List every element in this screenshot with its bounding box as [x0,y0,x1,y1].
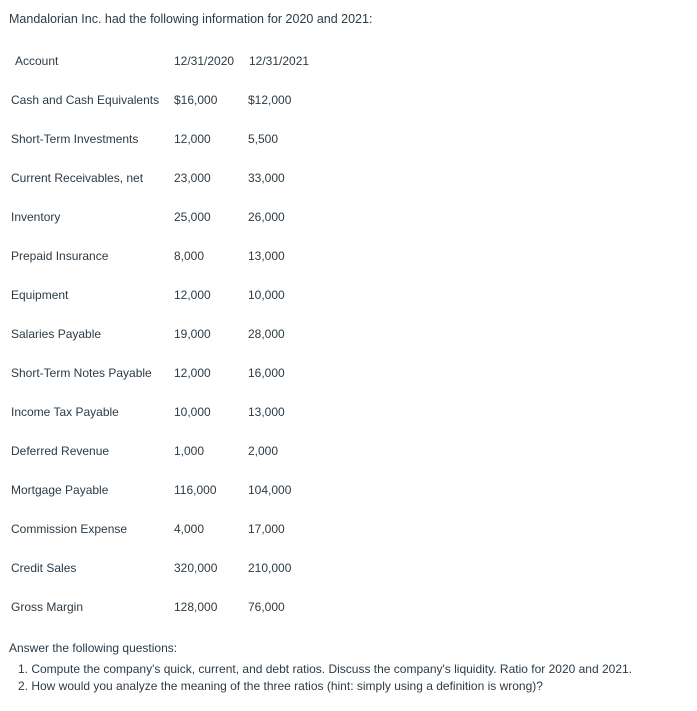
row-value-2021: 33,000 [248,171,285,185]
row-value-2020: $16,000 [174,93,218,107]
questions-section [9,638,632,697]
row-value-2021: 76,000 [248,600,285,614]
row-value-2020: 116,000 [174,483,217,497]
row-value-2020: 4,000 [174,522,205,536]
intro-text: Mandalorian Inc. had the following information for 2020 and 2021: [9,12,373,26]
row-account: Short-Term Investments [11,132,139,146]
row-value-2021: 13,000 [248,405,285,419]
header-2021: 12/31/2021 [249,54,310,68]
row-account: Income Tax Payable [11,405,119,419]
row-value-2020: 1,000 [174,444,205,458]
row-account: Commission Expense [11,522,128,536]
row-account: Salaries Payable [11,327,102,341]
row-value-2021: 2,000 [248,444,279,458]
row-account: Mortgage Payable [11,483,109,497]
row-account: Equipment [11,288,69,302]
row-value-2021: 17,000 [248,522,285,536]
row-value-2021: 210,000 [248,561,292,575]
questions-heading: Answer the following questions: [9,641,178,655]
row-value-2020: 12,000 [174,366,211,380]
row-value-2020: 8,000 [174,249,205,263]
row-account: Prepaid Insurance [11,249,109,263]
question-item: 1. Compute the company's quick, current, and debt ratios. Discuss the company's liquidity. Ratio for 2020 and 2021. [18,662,633,676]
row-account: Credit Sales [11,561,77,575]
row-value-2021: 16,000 [248,366,285,380]
header-2020: 12/31/2020 [174,54,235,68]
row-value-2020: 320,000 [174,561,218,575]
question-item: 2. How would you analyze the meaning of the three ratios (hint: simply using a definition is wrong)? [18,679,543,693]
row-value-2021: 13,000 [248,249,285,263]
header-account: Account [15,54,59,68]
row-value-2021: 104,000 [248,483,292,497]
row-account: Gross Margin [11,600,84,614]
row-value-2021: $12,000 [248,93,292,107]
row-value-2020: 12,000 [174,288,211,302]
row-value-2020: 10,000 [174,405,211,419]
row-account: Inventory [11,210,61,224]
row-value-2020: 25,000 [174,210,211,224]
row-value-2021: 28,000 [248,327,285,341]
row-value-2020: 12,000 [174,132,211,146]
row-value-2020: 19,000 [174,327,211,341]
row-value-2021: 26,000 [248,210,285,224]
row-value-2020: 23,000 [174,171,211,185]
row-account: Cash and Cash Equivalents [11,93,160,107]
row-account: Current Receivables, net [11,171,144,185]
questions-list [9,659,632,697]
row-account: Deferred Revenue [11,444,110,458]
row-account: Short-Term Notes Payable [11,366,152,380]
row-value-2021: 5,500 [248,132,279,146]
row-value-2020: 128,000 [174,600,218,614]
row-value-2021: 10,000 [248,288,285,302]
